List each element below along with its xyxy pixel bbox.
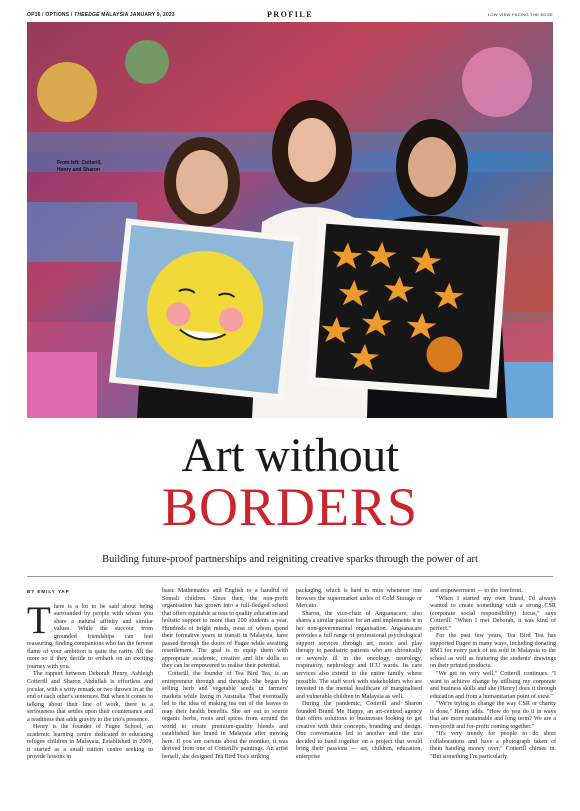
paragraph: During the pandemic, Cotterill and Sharon founded Brand Me Happy, an art-centred agency that offers solutions to businesses looking to get creative with their concepts, branding and design. One conversation led to another and the trio decided to band together on a project that would bring their passions — art, children, education, enterprise (296, 701, 422, 761)
paragraph: "We're trying to change the way CSR or charity is done," Henry adds. "How do you do it in ways that are more sustainable and long term? We are a non-profit and for-profit coming together." (430, 701, 556, 730)
article-column-1 (27, 588, 153, 762)
paragraph: Henry is the founder of Fugee School, an academic learning centre dedicated to educating refugee children in Malaysia. Established in 2009, it started as a small tuition centre seeking to provide lessons in (27, 724, 153, 761)
header-tagline: LOW VIEW FACING THE EDGE (487, 12, 553, 17)
paragraph: Cotterill, the founder of Tea Bird Tea, is an entrepreneur through and through. She began by selling herb and vegetable seeds in farmers' markets while living in Australia. That eventually led to the idea of making tea out of the leaves to reap their health benefits. She set out to source organic herbs, roots and spices from around the world to create premium-quality blends and established her brand in Malaysia after moving here. If you are curious about the moniker, it was derived from one of Cotterill's paintings. An artist herself, she designed Tea Bird Tea's striking (162, 671, 288, 761)
page-number: OP16 (27, 12, 41, 18)
paragraph: There is a lot to be said about being surrounded by people with whom you share a natural affinity and similar values. While the succour from grounded friendships can feel reassuring, finding companions who fan the fervent flame of your ambition is quite the rarity. All the more so if they decide to embark on an exciting journey with you. (27, 598, 153, 670)
paragraph: basic Mathematics and English to a handful of Somali children. Since then, the non-profit organisation has grown into a full-fledged school that offers equitable access to quality education and holistic support to more than 200 students a year. Hundreds of bright minds, most of whom spend their formative years in transit in Malaysia, have passed through the doors of Fugee while awaiting resettlement. The goal is to equip them with appropriate academic, creative and life skills so they can be empowered to realise their potential. (162, 588, 288, 670)
headline-line-2: BORDERS (161, 477, 419, 537)
paragraph: The rapport between Deborah Henry, Ashleigh Cotterill and Sharon Abdullah is effortless and jocular, with a witty remark or two thrown in at the end of each other's sentences. But when it comes to talking about their line of work, there is a seriousness that settles upon their countenance and a readiness that adds gravity to the trio's presence. (27, 671, 153, 723)
headline-line-1: Art without (181, 429, 399, 482)
divider (27, 576, 553, 577)
article-column-2 (162, 588, 288, 762)
article-column-4 (430, 588, 556, 762)
article-column-3 (296, 588, 422, 762)
paragraph: packaging, which is hard to miss whenever one browses the supermarket aisles of Cold Storage or Mercato. (296, 588, 422, 610)
paragraph: and empowerment — to the forefront. (430, 588, 523, 594)
feature-photo (27, 22, 553, 418)
paragraph: "It's very trendy for people to do short collaborations and have a photograph taken of them handing money over," Cotterill chimes in. "But something I'm particularly (430, 731, 556, 761)
publication-prefix: THE (74, 12, 85, 18)
photo-caption: From left: Cotterill, Henry and Sharon (57, 160, 102, 173)
section-name: OPTIONS (45, 12, 70, 18)
section-title: PROFILE (266, 10, 314, 19)
paragraph: For the past few years, Tea Bird Tea has supported Fugee in many ways, including donating RM1 for every pack of tea sold in Malaysia to the school as well as featuring the students' drawings on their printed products. (430, 633, 556, 670)
page-header (27, 10, 553, 22)
standfirst: Building future-proof partnerships and reigniting creative sparks through the power of art (102, 554, 478, 565)
publication-name: EDGE (84, 12, 100, 18)
paragraph: "We get on very well," Cotterill continues. "I want to achieve change by utilising my corporate and business skills and she [Henry] does it through education and from a humanitarian point of view." (430, 671, 556, 700)
issue-date: JANUARY 9, 2023 (129, 12, 175, 18)
byline: BY EMILY YAP (27, 589, 70, 594)
paragraph: Sharon, the vice-chair of Angsanacare, also shares a similar passion for art and implements it in her non-governmental organisation. Angsanacare provides a full range of professional psychological support services through art, music and play therapy to paediatric patients who are chronically or severely ill in the oncology, neurology, respiratory, nephrology and ICU wards. Its care services also extend to the entire family where possible. The staff work with stakeholders who are invested in the mental healthcare of marginalised and vulnerable children in Malaysia as well. (296, 610, 422, 700)
header-left: OP16 / OPTIONS / THEEDGE MALAYSIA JANUARY 9, 2023 (27, 12, 175, 18)
edition: MALAYSIA (101, 12, 129, 18)
paragraph: "When I started my own brand, I'd always wanted to create something with a strong CSR (corporate social responsibility) focus," says Cotterill. "When I met Deborah, it was kind of perfect." (430, 595, 556, 632)
feature-photo-illustration (27, 22, 553, 418)
drop-cap: T (27, 598, 51, 642)
